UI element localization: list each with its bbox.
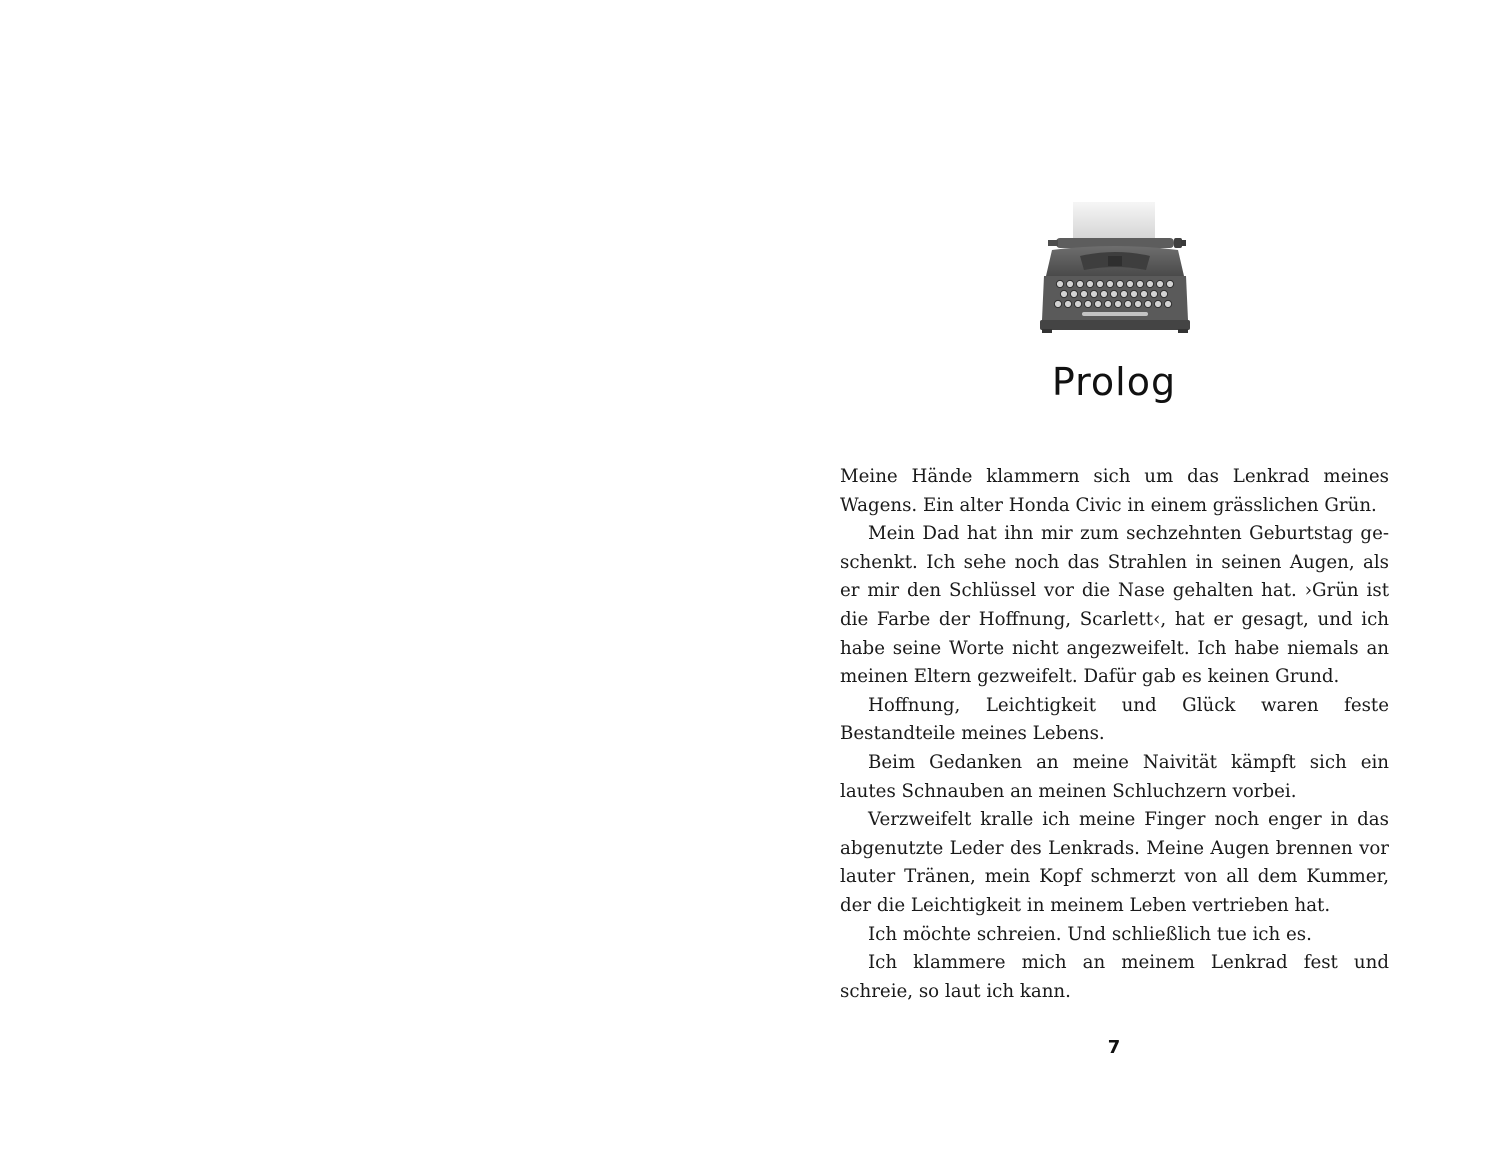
page-number: 7: [1107, 1037, 1121, 1058]
right-page: [750, 0, 1500, 1153]
chapter-title: Prolog: [1051, 360, 1177, 404]
paragraph: Mein Dad hat ihn mir zum sechzehnten Geburtstag geschenkt. Ich sehe noch das Strahlen in seinen Augen, als er mir den Schlüssel vor die Nase gehalten hat. ›Grün ist die Farbe der Hoffnung, Scarlett‹, hat er gesagt, und ich habe seine Worte nicht angezweifelt. Ich habe niemals an meinen Eltern gezweifelt. Dafür gab es keinen Grund.: [840, 523, 1389, 688]
paragraph: Hoffnung, Leichtigkeit und Glück waren feste Bestandteile meines Lebens.: [840, 694, 1389, 745]
paragraph: Ich möchte schreien. Und schließlich tue ich es.: [868, 923, 1312, 945]
paragraph: Meine Hände klammern sich um das Lenkrad meines Wagens. Ein alter Honda Civic in einem grässlichen Grün.: [840, 466, 1389, 516]
chapter-body: [840, 463, 1389, 1006]
paragraph: Ich klammere mich an meinem Lenkrad fest und schreie, so laut ich kann.: [840, 952, 1389, 1002]
typewriter-icon: [1038, 198, 1192, 334]
paragraph: Beim Gedanken an meine Naivität kämpft sich ein lautes Schnauben an meinen Schluchzern vorbei.: [840, 751, 1389, 802]
paragraph: Verzweifelt kralle ich meine Finger noch enger in das abgenutzte Leder des Lenkrads. Meine Augen brennen vor lauter Tränen, mein Kopf schmerzt von all dem Kummer, der die Leichtigkeit in meinem Leben vertrieben hat.: [840, 809, 1389, 916]
